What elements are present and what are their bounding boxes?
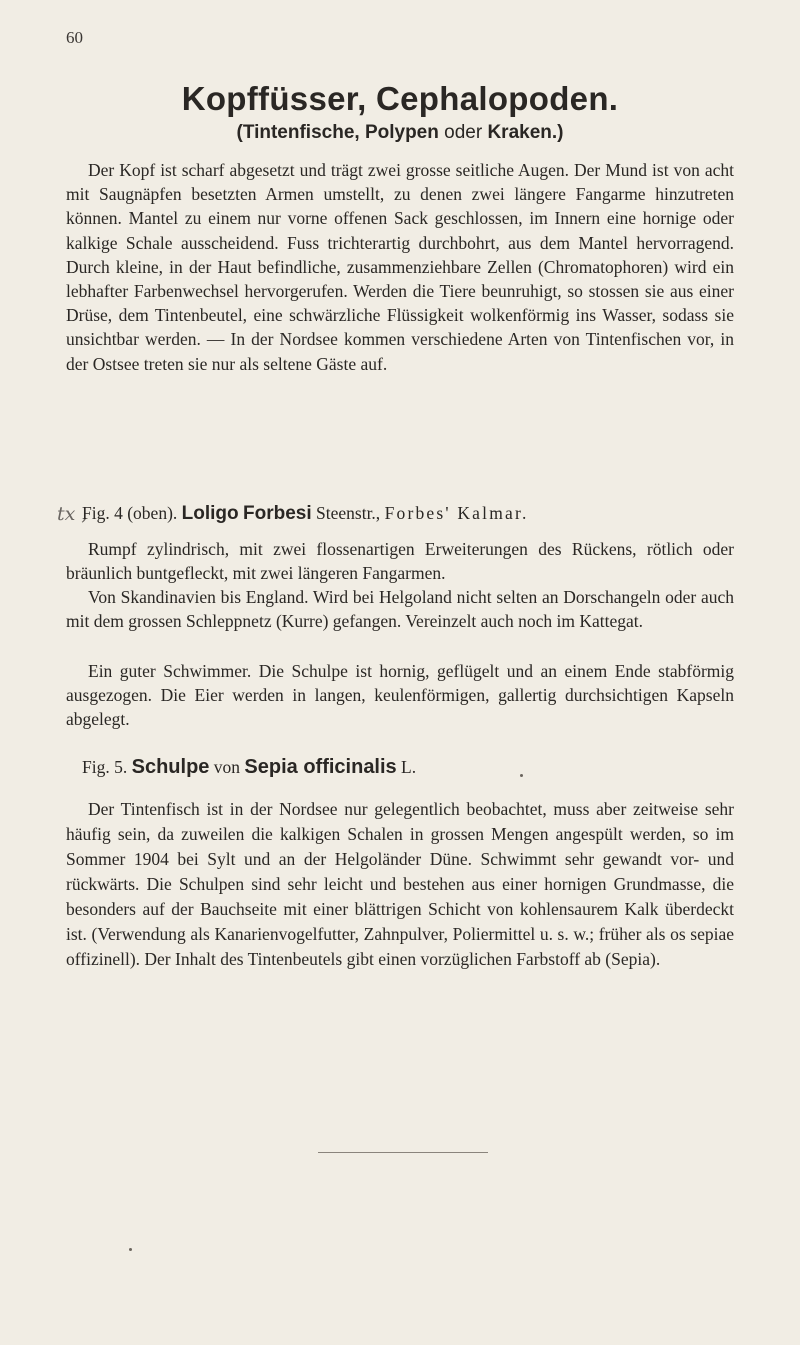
- fig5-von: von: [213, 757, 241, 777]
- fig5-species: Sepia officinalis: [244, 756, 397, 778]
- fig4-paragraph-3: Ein guter Schwimmer. Die Schulpe ist hornig, geflügelt und an einem Ende stabförmig ausgezogen. Die Eier werden in langen, keulenförmigen, gallertig durchsichtigen Kapseln abgelegt.: [66, 661, 734, 730]
- fig5-authority: L.: [401, 757, 417, 777]
- closing-rule: [318, 1152, 488, 1153]
- fig4-genus: Loligo: [181, 503, 239, 524]
- subtitle-part2: Kraken.: [487, 122, 558, 143]
- intro-paragraph: Der Kopf ist scharf abgesetzt und trägt zwei grosse seitliche Augen. Der Mund ist von acht mit Saugnäpfen besetzten Armen umstellt, zu denen zwei längere Fangarme hinzutreten können. Mantel zu einem nur vorne offenen Sack geschlossen, im Innern eine hornige oder kalkige Schale ausscheidend. Fuss trichterartig durchbohrt, aus dem Mantel hervorragend. Durch kleine, in der Haut befindliche, zusammenziehbare Zellen (Chromatophoren) wird ein lebhafter Farbenwechsel hervorgerufen. Werden die Tiere beunruhigt, so stossen sie aus einer Drüse, dem Tintenbeutel, eine schwärzliche Flüssigkeit wolkenförmig ins Wasser, sodass sie unsichtbar werden. — In der Nordsee kommen verschiedene Arten von Tintenfischen vor, in der Ostsee treten sie nur als seltene Gäste auf.: [66, 160, 734, 374]
- subtitle-oder: oder: [438, 122, 488, 143]
- fig4-paragraph-1: Rumpf zylindrisch, mit zwei flossenartigen Erweiterungen des Rückens, rötlich oder bräunlich buntgefleckt, mit zwei längeren Fangarmen.: [66, 539, 734, 584]
- fig4-authority: Steenstr.,: [316, 503, 381, 523]
- fig5-heading: [82, 756, 416, 779]
- subtitle-open: (: [236, 122, 243, 143]
- fig4-paragraph-2: Von Skandinavien bis England. Wird bei Helgoland nicht selten an Dorschangeln oder auch mit dem grossen Schleppnetz (Kurre) gefangen. Vereinzelt auch noch im Kattegat.: [66, 587, 734, 632]
- fig4-species: Forbesi: [243, 503, 312, 524]
- fig5-name: Schulpe: [131, 756, 210, 778]
- print-speck: [520, 774, 523, 777]
- page-number: 60: [66, 28, 83, 47]
- fig4-heading: [82, 503, 529, 525]
- page-title: Kopffüsser, Cephalopoden.: [181, 80, 619, 117]
- print-speck: [129, 1248, 132, 1251]
- page-subtitle: [0, 122, 800, 144]
- subtitle-close: ): [557, 122, 564, 143]
- subtitle-part1: Tintenfische, Polypen: [242, 122, 439, 143]
- handwritten-margin-note: tx ,: [57, 503, 88, 525]
- fig4-common-name: Forbes' Kalmar.: [384, 503, 529, 523]
- fig5-label: Fig. 5.: [82, 757, 128, 777]
- fig4-label: Fig. 4 (oben).: [82, 503, 178, 523]
- fig5-paragraph: Der Tintenfisch ist in der Nordsee nur gelegentlich beobachtet, muss aber zeitweise sehr häufig sein, da zuweilen die kalkigen Schalen in grossen Mengen angespült werden, so im Sommer 1904 bei Sylt und an der Helgoländer Düne. Schwimmt sehr gewandt vor- und rückwärts. Die Schulpen sind sehr leicht und bestehen aus einer hornigen Grundmasse, die besonders auf der Bauchseite mit einer blättrigen Schicht von kohlensaurem Kalk überdeckt ist. (Verwendung als Kanarienvogelfutter, Zahnpulver, Poliermittel u. s. w.; früher als os sepiae offizinell). Der Inhalt des Tintenbeutels gibt einen vorzüglichen Farbstoff ab (Sepia).: [66, 799, 734, 969]
